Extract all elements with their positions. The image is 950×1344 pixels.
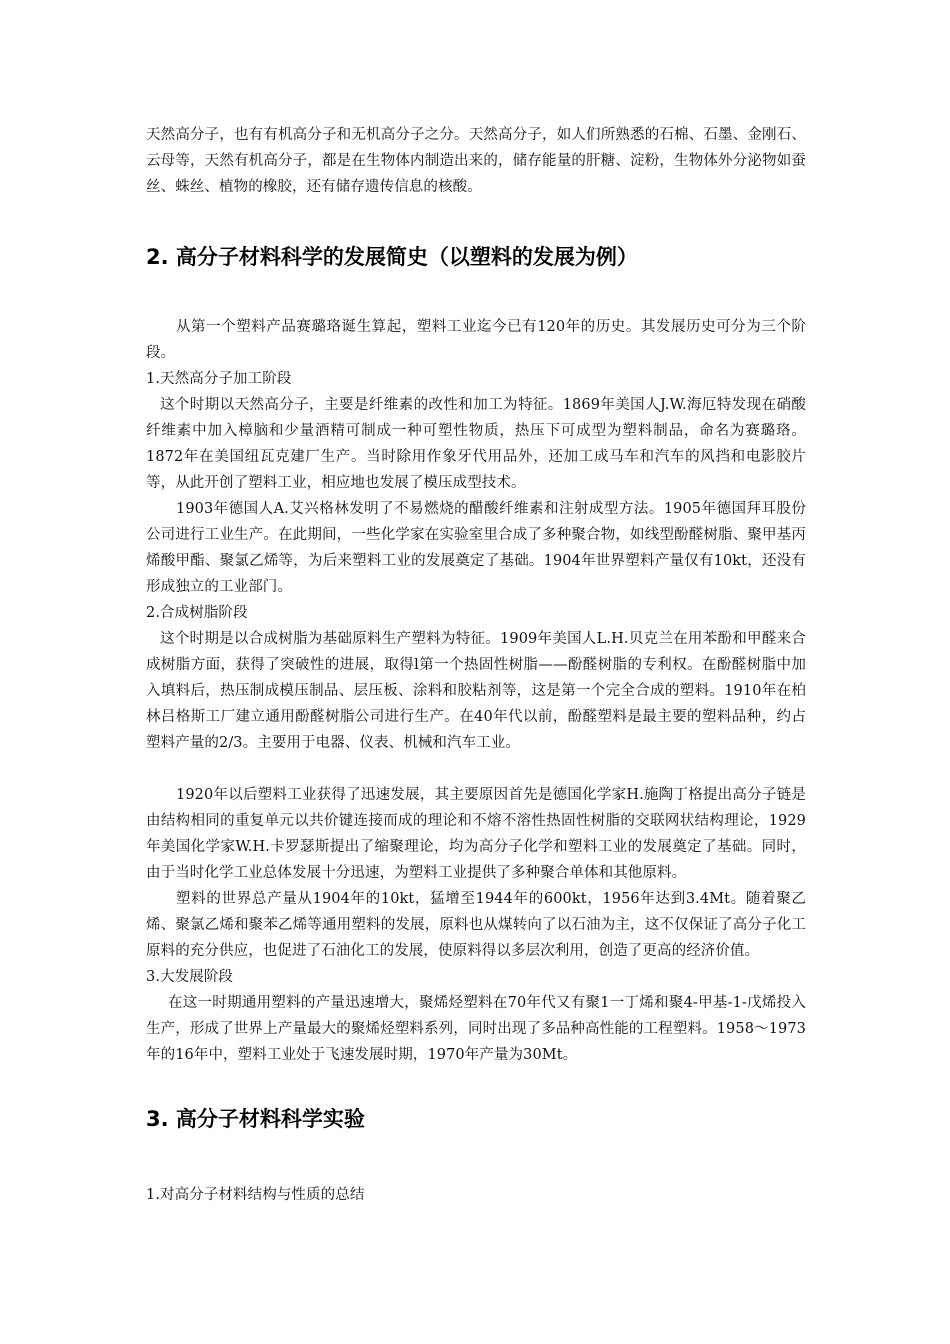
document-body xyxy=(146,122,806,1208)
paragraph: 1920年以后塑料工业获得了迅速发展，其主要原因首先是德国化学家H.施陶丁格提出高分子链是由结构相同的重复单元以共价键连接而成的理论和不熔不溶性热固性树脂的交联网状结构理论，1929年美国化学家W.H.卡罗瑟斯提出了缩聚理论，均为高分子化学和塑料工业的发展奠定了基础。同时，由于当时化学工业总体发展十分迅速，为塑料工业提供了多种聚合单体和其他原料。 xyxy=(146,787,806,881)
subheading: 1.对高分子材料结构与性质的总结 xyxy=(146,1187,365,1203)
subheading: 1.天然高分子加工阶段 xyxy=(146,371,292,387)
subheading: 3.大发展阶段 xyxy=(146,969,234,985)
paragraph: 从第一个塑料产品赛璐珞诞生算起，塑料工业迄今已有120年的历史。其发展历史可分为三个阶段。 xyxy=(146,319,806,361)
paragraph: 这个时期以天然高分子，主要是纤维素的改性和加工为特征。1869年美国人J.W.海厄特发现在硝酸纤维素中加入樟脑和少量酒精可制成一种可塑性物质，热压下可成型为塑料制品，命名为赛璐珞。1872年在美国纽瓦克建厂生产。当时除用作象牙代用品外，还加工成马车和汽车的风挡和电影胶片等，从此开创了塑料工业，相应地也发展了模压成型技术。 xyxy=(146,397,806,491)
paragraph: 1903年德国人A.艾兴格林发明了不易燃烧的醋酸纤维素和注射成型方法。1905年德国拜耳股份公司进行工业生产。在此期间，一些化学家在实验室里合成了多种聚合物，如线型酚醛树脂、聚甲基丙烯酸甲酯、聚氯乙烯等，为后来塑料工业的发展奠定了基础。1904年世界塑料产量仅有10kt，还没有形成独立的工业部门。 xyxy=(146,501,806,595)
subheading: 2.合成树脂阶段 xyxy=(146,605,248,621)
paragraph: 在这一时期通用塑料的产量迅速增大，聚烯烃塑料在70年代又有聚1一丁烯和聚4-甲基-1-戊烯投入生产，形成了世界上产量最大的聚烯烃塑料系列，同时出现了多品种高性能的工程塑料。1958～1973年的16年中，塑料工业处于飞速发展时期，1970年产量为30Mt。 xyxy=(146,995,806,1063)
section-heading: 3. 高分子材料科学实验 xyxy=(146,1107,365,1131)
intro-paragraph: 天然高分子，也有有机高分子和无机高分子之分。天然高分子，如人们所熟悉的石棉、石墨、金刚石、云母等，天然有机高分子，都是在生物体内制造出来的，储存能量的肝糖、淀粉，生物体外分泌物如蚕丝、蛛丝、植物的橡胶，还有储存遗传信息的核酸。 xyxy=(146,127,806,195)
section-heading: 2. 高分子材料科学的发展简史（以塑料的发展为例） xyxy=(146,245,638,269)
paragraph: 这个时期是以合成树脂为基础原料生产塑料为特征。1909年美国人L.H.贝克兰在用苯酚和甲醛来合成树脂方面，获得了突破性的进展，取得l第一个热固性树脂——酚醛树脂的专利权。在酚醛树脂中加入填料后，热压制成模压制品、层压板、涂料和胶粘剂等，这是第一个完全合成的塑料。1910年在柏林吕格斯工厂建立通用酚醛树脂公司进行生产。在40年代以前，酚醛塑料是最主要的塑料品种，约占塑料产量的2/3。主要用于电器、仪表、机械和汽车工业。 xyxy=(146,631,806,751)
paragraph: 塑料的世界总产量从1904年的10kt，猛增至1944年的600kt，1956年达到3.4Mt。随着聚乙烯、聚氯乙烯和聚苯乙烯等通用塑料的发展，原料也从煤转向了以石油为主，这不仅保证了高分子化工原料的充分供应，也促进了石油化工的发展，使原料得以多层次利用，创造了更高的经济价值。 xyxy=(146,891,806,959)
